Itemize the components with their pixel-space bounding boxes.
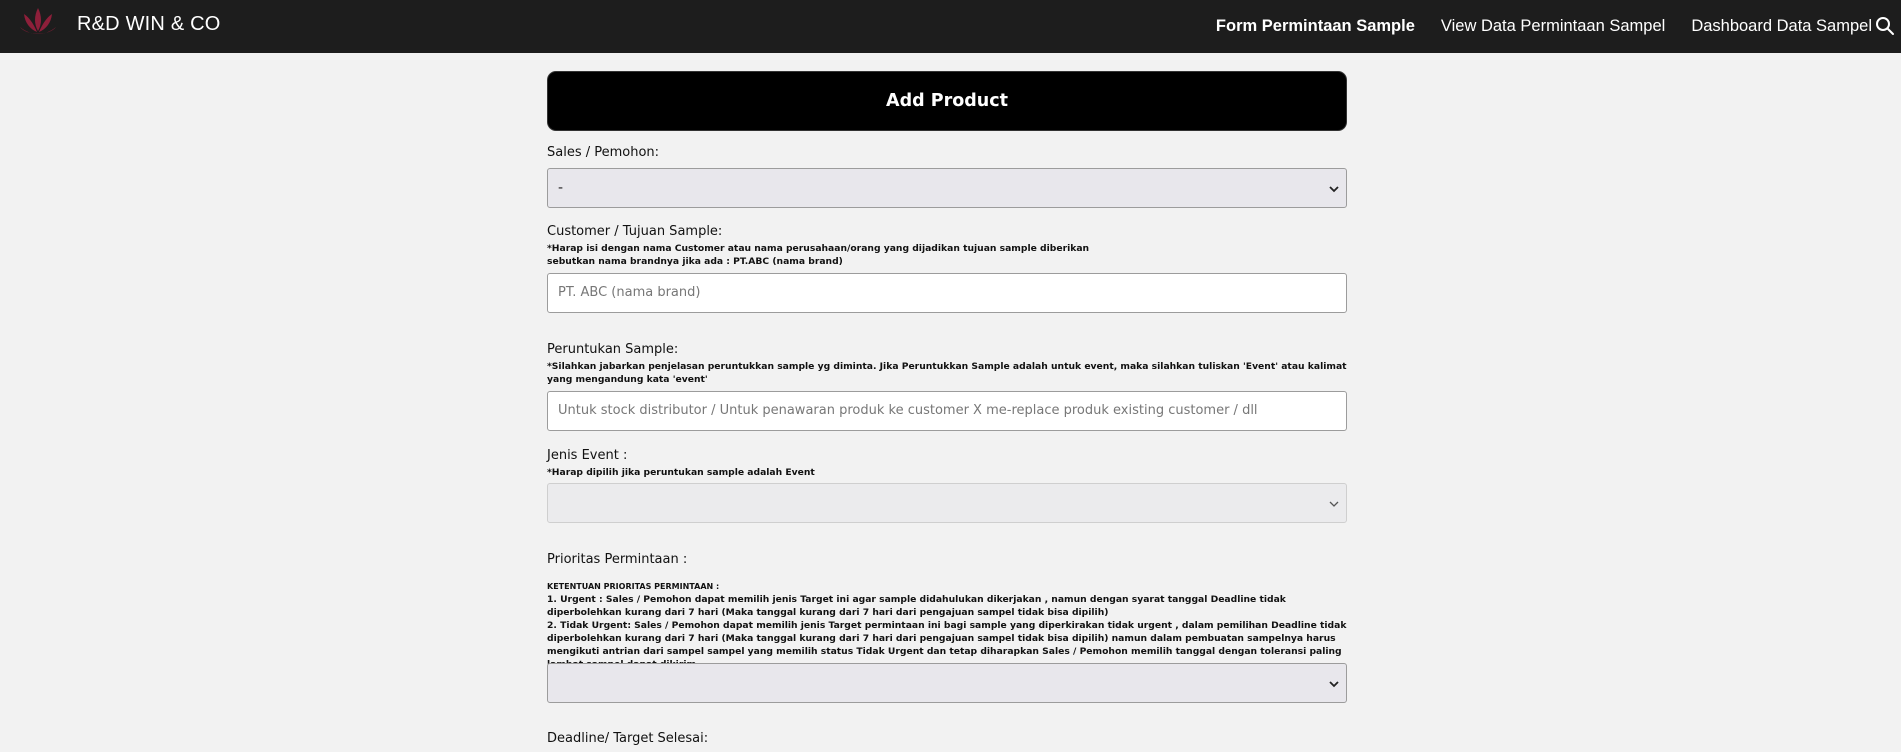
customer-note	[547, 242, 1347, 268]
sample-request-form	[547, 71, 1347, 746]
prioritas-rule-urgent: 1. Urgent : Sales / Pemohon dapat memilih jenis Target ini agar sample didahulukan dikerjakan , namun dengan syarat tanggal Deadline tidak diperbolehkan kurang dari 7 hari (Maka tanggal kurang dari 7 hari dari pengajuan sampel tidak bisa dipilih)	[547, 594, 1286, 618]
brand-name[interactable]: R&D WIN & CO	[77, 13, 221, 35]
add-product-button[interactable]: Add Product	[547, 71, 1347, 131]
customer-label: Customer / Tujuan Sample:	[547, 224, 723, 239]
peruntukan-input-placeholder: Untuk stock distributor / Untuk penawaran produk ke customer X me-replace produk existing customer / dll	[558, 403, 1258, 418]
customer-input[interactable]	[547, 273, 1347, 313]
peruntukan-input[interactable]	[547, 391, 1347, 431]
chevron-down-icon	[1328, 678, 1340, 690]
lotus-logo-icon[interactable]	[16, 4, 60, 40]
chevron-down-icon	[1328, 498, 1340, 510]
prioritas-rule-tidak-urgent: 2. Tidak Urgent: Sales / Pemohon dapat memilih jenis Target permintaan ini bagi sample yang diperkirakan tidak urgent , dalam pemilihan Deadline tidak diperbolehkan kurang dari 7 hari (Maka tanggal kurang dari 7 hari dari pengajuan sampel tidak bisa dipilih) namun dalam pembuatan sampelnya harus mengikuti antrian dari sampel sampel yang memilih status Tidak Urgent dan tetap diharapkan Sales / Pemohon memilih tanggal dengan toleransi paling	[547, 620, 1347, 657]
top-navbar	[0, 0, 1901, 53]
prioritas-rules-title: KETENTUAN PRIORITAS PERMINTAAN :	[547, 582, 720, 591]
search-icon[interactable]	[1875, 16, 1895, 36]
sales-select-value: -	[558, 180, 564, 196]
deadline-label: Deadline/ Target Selesai:	[547, 731, 709, 746]
jenis-event-label: Jenis Event :	[547, 448, 628, 463]
peruntukan-note: *Silahkan jabarkan penjelasan peruntukkan sample yg diminta. Jika Peruntukkan Sample adalah untuk event, maka silahkan tuliskan 'Event' atau kalimat yang mengandung kata 'event'	[547, 361, 1347, 385]
customer-input-placeholder: PT. ABC (nama brand)	[558, 285, 701, 300]
sales-label: Sales / Pemohon:	[547, 145, 660, 160]
prioritas-label: Prioritas Permintaan :	[547, 552, 688, 567]
nav-view-data-permintaan[interactable]: View Data Permintaan Sampel	[1440, 17, 1666, 35]
peruntukan-label: Peruntukan Sample:	[547, 342, 679, 357]
prioritas-rules	[547, 580, 1347, 671]
sales-select[interactable]	[547, 168, 1347, 208]
jenis-event-note: *Harap dipilih jika peruntukan sample adalah Event	[547, 467, 815, 478]
customer-note-line1: *Harap isi dengan nama Customer atau nama perusahaan/orang yang dijadikan tujuan sample diberikan	[547, 243, 1090, 254]
nav-dashboard-data-sampel[interactable]: Dashboard Data Sampel	[1691, 17, 1872, 35]
chevron-down-icon	[1328, 183, 1340, 195]
main-nav	[1216, 0, 1901, 53]
prioritas-select[interactable]	[547, 663, 1347, 703]
jenis-event-select[interactable]	[547, 483, 1347, 523]
customer-note-line2: sebutkan nama brandnya jika ada : PT.ABC (nama brand)	[547, 256, 843, 267]
nav-form-permintaan-sample[interactable]: Form Permintaan Sample	[1215, 17, 1415, 35]
